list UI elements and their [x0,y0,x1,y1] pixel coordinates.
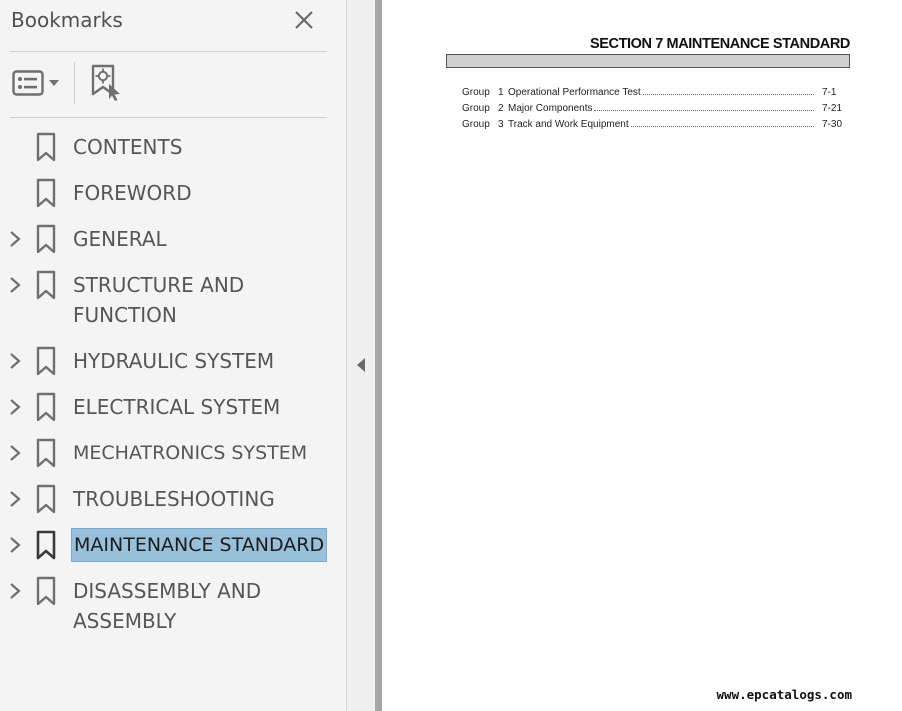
expand-chevron-icon[interactable] [0,222,30,256]
divider [10,117,327,118]
new-bookmark-button[interactable] [86,63,126,103]
toc-group: Group [462,119,490,130]
new-bookmark-icon [89,64,123,102]
bookmark-item-disassembly-and-assembly[interactable] [0,574,346,638]
expand-chevron-icon[interactable] [0,268,30,302]
bookmark-icon [32,436,60,470]
bookmark-item-contents[interactable] [0,130,346,164]
expand-chevron-icon[interactable] [0,574,30,608]
bookmark-label[interactable]: CONTENTS [73,135,183,159]
bookmark-item-electrical-system[interactable] [0,390,346,424]
toc-group: Group [462,103,490,114]
bookmark-icon [32,344,60,378]
bookmark-label[interactable]: ELECTRICAL SYSTEM [73,395,281,419]
toc-page: 7-30 [822,119,843,130]
chevron-placeholder [0,130,30,164]
bookmark-item-maintenance-standard[interactable] [0,528,346,562]
bookmark-item-troubleshooting[interactable] [0,482,346,516]
bookmark-icon [32,130,60,164]
toc-title: Major Components [508,103,593,114]
title-bar [446,54,850,68]
panel-title: Bookmarks [11,8,123,32]
divider [10,51,327,52]
watermark-text: www.epcatalogs.com [716,687,852,702]
bookmark-icon [32,268,60,302]
section-title: SECTION 7 MAINTENANCE STANDARD [589,36,850,52]
close-panel-button[interactable] [288,4,320,36]
bookmark-item-general[interactable] [0,222,346,256]
expand-chevron-icon[interactable] [0,344,30,378]
toc-row[interactable] [462,87,850,103]
toolbar-separator [74,62,75,104]
bookmark-label[interactable]: MECHATRONICS SYSTEM [73,442,308,464]
bookmark-label[interactable]: STRUCTURE AND FUNCTION [73,273,245,327]
toc-leader [631,125,814,127]
toc-leader [643,93,814,95]
document-page [382,0,902,711]
bookmark-label[interactable]: GENERAL [73,227,167,251]
toc-group: Group [462,87,490,98]
toc-number: 2 [498,103,504,114]
close-icon [294,10,314,30]
toc-title: Track and Work Equipment [508,119,629,130]
expand-chevron-icon[interactable] [0,528,30,562]
bookmark-label[interactable]: HYDRAULIC SYSTEM [73,349,275,373]
bookmark-icon [32,176,60,210]
bookmark-item-hydraulic-system[interactable] [0,344,346,378]
toc-page: 7-21 [822,103,843,114]
bookmark-list [0,130,346,650]
bookmark-icon [32,222,60,256]
bookmark-icon [32,574,60,608]
toc-title: Operational Performance Test [508,87,641,98]
expand-chevron-icon[interactable] [0,390,30,424]
bookmark-label[interactable]: TROUBLESHOOTING [73,487,275,511]
collapse-panel-button[interactable] [352,352,370,378]
bookmark-item-structure-and-function[interactable] [0,268,346,332]
chevron-left-icon [356,357,366,373]
bookmark-item-foreword[interactable] [0,176,346,210]
toc-number: 1 [498,87,504,98]
bookmark-item-mechatronics-system[interactable] [0,436,346,470]
toc-row[interactable] [462,103,850,119]
bookmark-options-icon [12,70,44,96]
bookmark-label[interactable]: DISASSEMBLY AND ASSEMBLY [73,579,262,633]
expand-chevron-icon[interactable] [0,482,30,516]
chevron-down-icon [48,79,60,87]
bookmarks-panel [0,0,347,711]
bookmark-icon [32,390,60,424]
chevron-placeholder [0,176,30,210]
table-of-contents [462,87,850,135]
bookmark-options-button[interactable] [8,63,68,103]
bookmark-label-selected[interactable]: MAINTENANCE STANDARD [71,528,327,562]
bookmark-icon [32,528,60,562]
document-border [375,0,382,711]
bookmark-label[interactable]: FOREWORD [73,181,192,205]
toc-page: 7-1 [822,87,837,98]
toc-number: 3 [498,119,504,130]
toc-leader [594,109,814,111]
bookmark-icon [32,482,60,516]
toc-row[interactable] [462,119,850,135]
expand-chevron-icon[interactable] [0,436,30,470]
